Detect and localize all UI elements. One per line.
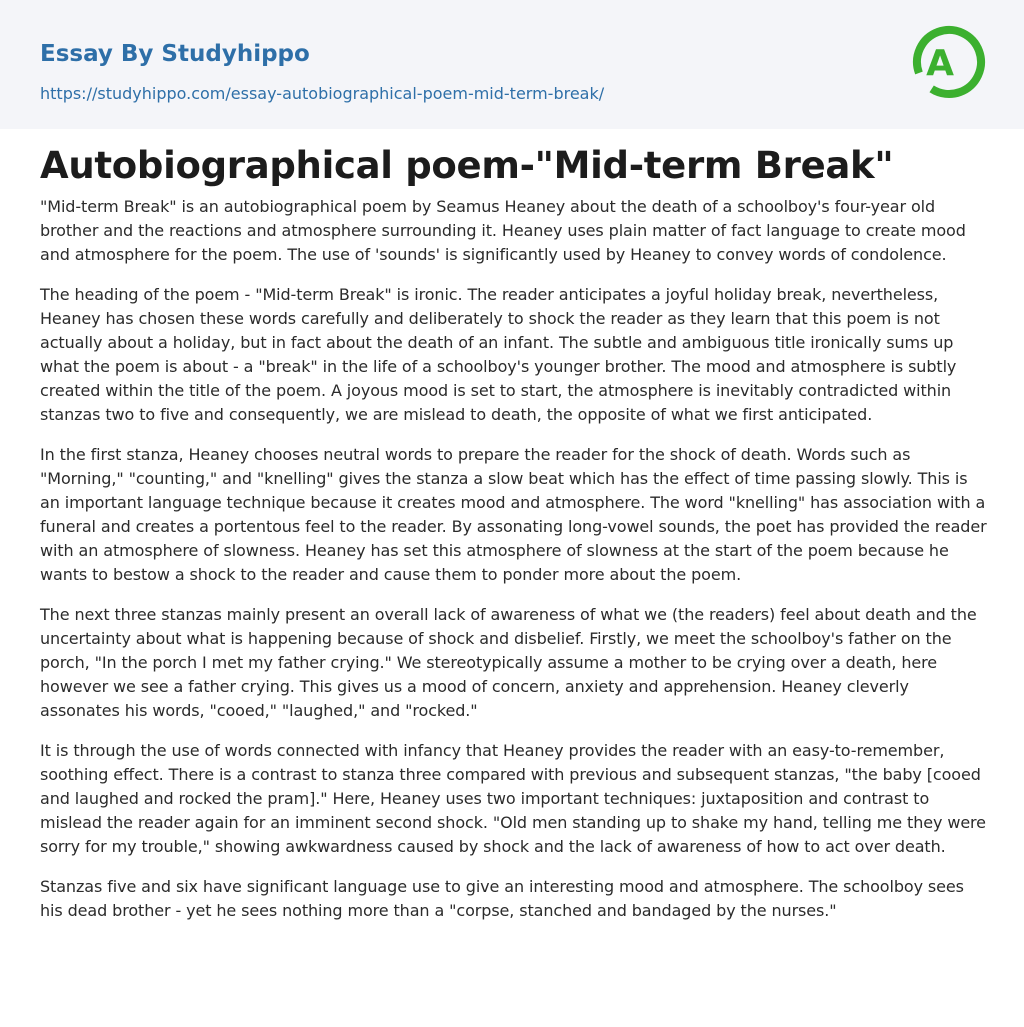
logo-letter: A — [926, 43, 954, 84]
essay-url-link[interactable]: https://studyhippo.com/essay-autobiographical-poem-mid-term-break/ — [40, 84, 605, 103]
site-name[interactable]: Essay By Studyhippo — [40, 41, 310, 67]
paragraph-4: The next three stanzas mainly present an overall lack of awareness of what we (the readers) feel about death and the uncertainty about what is happening because of shock and disbelief. Firstly, we meet the schoolboy's father on the porch, "In the porch I met my father crying." We stereotypically assume a mother to be crying over a death, here however we see a father crying. This gives us a mood of concern, anxiety and apprehension. Heaney cleverly assonates his words, "cooed," "laughed," and "rocked." — [40, 605, 977, 720]
paragraph-3: In the first stanza, Heaney chooses neutral words to prepare the reader for the shock of death. Words such as "Morning," "counting," and "knelling" gives the stanza a slow beat which has the effect of time passing slowly. This is an important language technique because it creates mood and atmosphere. The word "knelling" has association with a funeral and creates a portentous feel to the reader. By assonating long-vowel sounds, the poet has provided the reader with an atmosphere of slowness. Heaney has set this atmosphere of slowness at the start of the poem because he wants to bestow a shock to the reader and cause them to ponder more about the poem. — [40, 445, 987, 584]
paragraph-1: "Mid-term Break" is an autobiographical poem by Seamus Heaney about the death of a schoolboy's four-year old brother and the reactions and atmosphere surrounding it. Heaney uses plain matter of fact language to create mood and atmosphere for the poem. The use of 'sounds' is significantly used by Heaney to convey words of condolence. — [40, 197, 966, 264]
paragraph-2: The heading of the poem - "Mid-term Break" is ironic. The reader anticipates a joyful holiday break, nevertheless, Heaney has chosen these words carefully and deliberately to shock the reader as they learn that this poem is not actually about a holiday, but in fact about the death of an infant. The subtle and ambiguous title ironically sums up what the poem is about - a "break" in the life of a schoolboy's younger brother. The mood and atmosphere is subtly created within the title of the poem. A joyous mood is set to start, the atmosphere is inevitably contradicted within stanzas two to five and consequently, we are mislead to death, the opposite of what we first anticipated. — [40, 285, 957, 424]
paragraph-5: It is through the use of words connected with infancy that Heaney provides the reader with an easy-to-remember, soothing effect. There is a contrast to stanza three compared with previous and subsequent stanzas, "the baby [cooed and laughed and rocked the pram]." Here, Heaney uses two important techniques: juxtaposition and contrast to mislead the reader again for an imminent second shock. "Old men standing up to shake my hand, telling me they were sorry for my trouble," showing awkwardness caused by shock and the lack of awareness of how to act over death. — [40, 741, 986, 856]
studyhippo-logo-icon[interactable] — [912, 18, 986, 106]
site-header — [0, 0, 1024, 129]
paragraph-6: Stanzas five and six have significant language use to give an interesting mood and atmosphere. The schoolboy sees his dead brother - yet he sees nothing more than a "corpse, stanched and bandaged by the nurses." — [40, 877, 964, 920]
page-title: Autobiographical poem-"Mid-term Break" — [40, 144, 894, 187]
article-body — [40, 195, 990, 939]
